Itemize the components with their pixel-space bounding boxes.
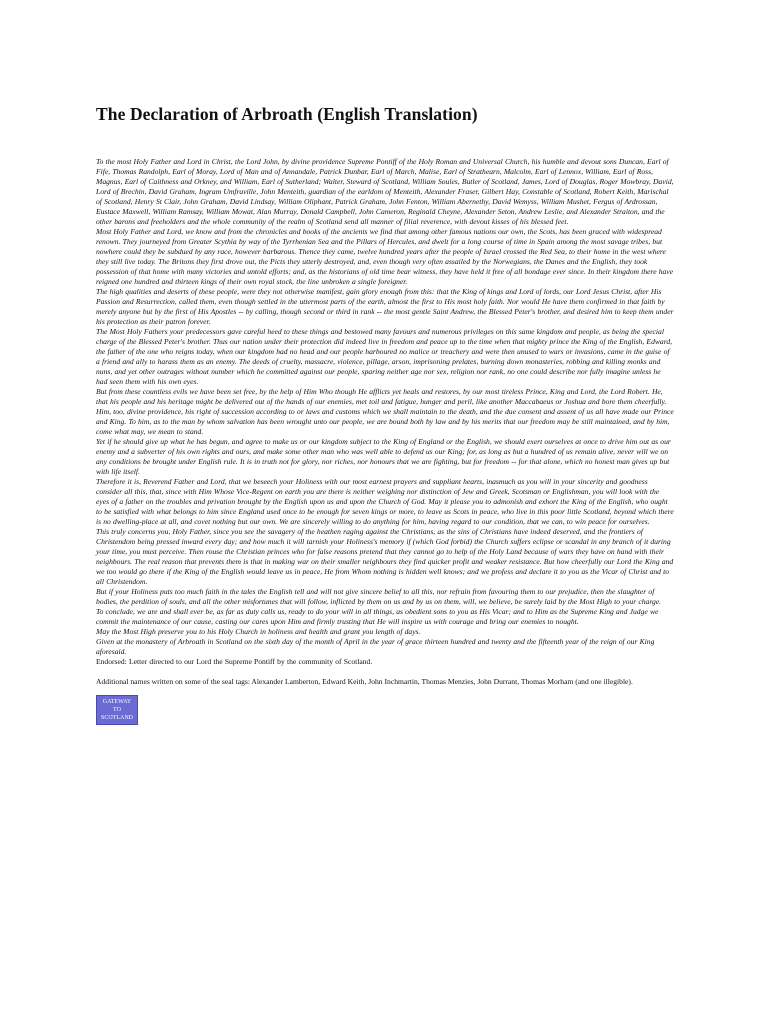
paragraph-warning: But if your Holiness puts too much faith in the tales the English tell and will not give sincere belief to all this, nor refrain from favouring them to our prejudice, then the slaughter of bodies, the perdition of souls, and all the other misfortunes that will follow, inflicted by them on us and by us on them, will, we believe, be surely laid by the Most High to your charge. [96,587,662,606]
paragraph-christendom: This truly concerns you, Holy Father, since you see the savagery of the heathen raging against the Christians, as the sins of Christians have indeed deserved, and the frontiers of Christendom being pressed inward every day; and how much it will tarnish your Holiness's memory if (which God forbid) the Church suffers eclipse or scandal in any branch of it during your time, you must perceive. Then rouse the Christian princes who for false reasons pretend that they cannot go to help of the Holy Land because of wars they have on hand with their neighbours. The real reason that prevents them is that in making war on their smaller neighbours they find quicker profit and weaker resistance. But how cheerfully our Lord the King and we too would go there if the King of the English would leave us in peace, He from Whom nothing is hidden well knows; and we profess and declare it to you as the Vicar of Christ and to all Christendom. [96,527,674,586]
paragraph-blessing: May the Most High preserve you to his Holy Church in holiness and health and grant you length of days. [96,627,421,636]
gateway-to-scotland-link[interactable] [96,695,138,725]
badge-line-1: GATEWAY [102,699,132,705]
badge-line-3: SCOTLAND [100,715,133,721]
paragraph-given: Given at the monastery of Arbroath in Scotland on the sixth day of the month of April in the year of grace thirteen hundred and twenty and the fifteenth year of the reign of our King aforesaid. [96,637,655,656]
badge-line-2: TO [113,707,121,713]
endorsed-note: Endorsed: Letter directed to our Lord the Supreme Pontiff by the community of Scotland. [96,657,373,666]
paragraph-faith: The high qualities and deserts of these people, were they not otherwise manifest, gain glory enough from this: that the King of kings and Lord of lords, our Lord Jesus Christ, after His Passion and Resurrection, called them, even though settled in the uttermost parts of the earth, almost the first to His most holy faith. Nor would He have them confirmed in that faith by merely anyone but by the first of His Apostles -- by calling, though second or third in rank -- the most gentle Saint Andrew, the Blessed Peter's brother, and desired him to keep them under his protection as their patron forever. [96,287,674,326]
document-page [96,104,674,725]
paragraph-robert: But from these countless evils we have been set free, by the help of Him Who though He afflicts yet heals and restores, by our most tireless Prince, King and Lord, the Lord Robert. He, that his people and his heritage might be delivered out of the hands of our enemies, met toil and fatigue, hunger and peril, like another Maccabaeus or Joshua and bore them cheerfully. Him, too, divine providence, his right of succession according to or laws and customs which we shall maintain to the death, and the due consent and assent of us all have made our Prince and King. To him, as to the man by whom salvation has been wrought unto our people, we are bound both by law and by his merits that our freedom may be still maintained, and by him, come what may, we mean to stand. [96,387,674,436]
paragraph-freedom: Yet if he should give up what he has begun, and agree to make us or our kingdom subject to the King of England or the English, we should exert ourselves at once to drive him out as our enemy and a subverter of his own rights and ours, and make some other man who was well able to defend us our King; for, as long as but a hundred of us remain alive, never will we on any conditions be brought under English rule. It is in truth not for glory, nor riches, nor honours that we are fighting, but for freedom -- for that alone, which no honest man gives up but with life itself. [96,437,671,476]
page-title: The Declaration of Arbroath (English Translation) [96,104,478,124]
paragraph-edward: The Most Holy Fathers your predecessors gave careful heed to these things and bestowed many favours and numerous privileges on this same kingdom and people, as being the special charge of the Blessed Peter's brother. Thus our nation under their protection did indeed live in freedom and peace up to the time when that mighty prince the King of the English, Edward, the father of the one who reigns today, when our kingdom had no head and our people harboured no malice or treachery and were then unused to wars or invasions, came in the guise of a friend and ally to harass them as an enemy. The deeds of cruelty, massacre, violence, pillage, arson, imprisoning prelates, burning down monasteries, robbing and killing monks and nuns, and yet other outrages without number which he committed against our people, sparing neither age nor sex, religion nor rank, no one could describe nor fully imagine unless he had seen them with his own eyes. [96,327,673,386]
paragraph-salutation: To the most Holy Father and Lord in Christ, the Lord John, by divine providence Supreme Pontiff of the Holy Roman and Universal Church, his humble and devout sons Duncan, Earl of Fife, Thomas Randolph, Earl of Moray, Lord of Man and of Annandale, Patrick Dunbar, Earl of March, Malise, Earl of Strathearn, Malcolm, Earl of Lennox, William, Earl of Ross, Magnus, Earl of Caithness and Orkney, and William, Earl of Sutherland; Walter, Steward of Scotland, William Soules, Butler of Scotland, James, Lord of Douglas, Roger Mowbray, David, Lord of Brechin, David Graham, Ingram Umfraville, John Menteith, guardian of the earldom of Menteith, Alexander Fraser, Gilbert Hay, Constable of Scotland, Robert Keith, Marischal of Scotland, Henry St Clair, John Graham, David Lindsay, William Oliphant, Patrick Graham, John Fenton, William Abernethy, David Wemyss, William Mushet, Fergus of Ardrossan, Eustace Maxwell, William Ramsay, William Mowat, Alan Murray, Donald Campbell, John Cameron, Reginald Cheyne, Alexander Seton, Andrew Leslie, and Alexander Straiton, and the other barons and freeholders and the whole community of the realm of Scotland send all manner of filial reverence, with devout kisses of his blessed feet. [96,157,674,226]
paragraph-plea: Therefore it is, Reverend Father and Lord, that we beseech your Holiness with our most earnest prayers and suppliant hearts, inasmuch as you will in your sincerity and goodness consider all this, that, since with Him Whose Vice-Regent on earth you are there is neither weighing nor distinction of Jew and Greek, Scotsman or Englishman, you will look with the eyes of a father on the troubles and privation brought by the English upon us and upon the Church of God. May it please you to admonish and exhort the King of the English, who ought to be satisfied with what belongs to him since England used once to be enough for seven kings or more, to leave us Scots in peace, who live in this poor little Scotland, beyond which there is no dwelling-place at all, and covet nothing but our own. We are sincerely willing to do anything for him, having regard to our condition, that we can, to win peace for ourselves. [96,477,674,526]
declaration-text [96,157,674,667]
paragraph-history: Most Holy Father and Lord, we know and from the chronicles and books of the ancients we find that among other famous nations our own, the Scots, has been graced with widespread renown. They journeyed from Greater Scythia by way of the Tyrrhenian Sea and the Pillars of Hercules, and dwelt for a long course of time in Spain among the most savage tribes, but nowhere could they be subdued by any race, however barbarous. Thence they came, twelve hundred years after the people of Israel crossed the Red Sea, to their home in the west where they still live today. The Britons they first drove out, the Picts they utterly destroyed, and, even though very often assailed by the Norwegians, the Danes and the English, they took possession of that home with many victories and untold efforts; and, as the historians of old time bear witness, they have held it free of all bondage ever since. In their kingdom there have reigned one hundred and thirteen kings of their own royal stock, the line unbroken a single foreigner. [96,227,674,286]
additional-names: Additional names written on some of the seal tags: Alexander Lamberton, Edward Keith, John Inchmartin, Thomas Menzies, John Durrant, Thomas Morham (and one illegible). [96,677,633,686]
paragraph-conclusion: To conclude, we are and shall ever be, as far as duty calls us, ready to do your will in all things, as obedient sons to you as His Vicar; and to Him as the Supreme King and Judge we commit the maintenance of our cause, casting our cares upon Him and firmly trusting that He will inspire us with courage and bring our enemies to nought. [96,607,659,626]
